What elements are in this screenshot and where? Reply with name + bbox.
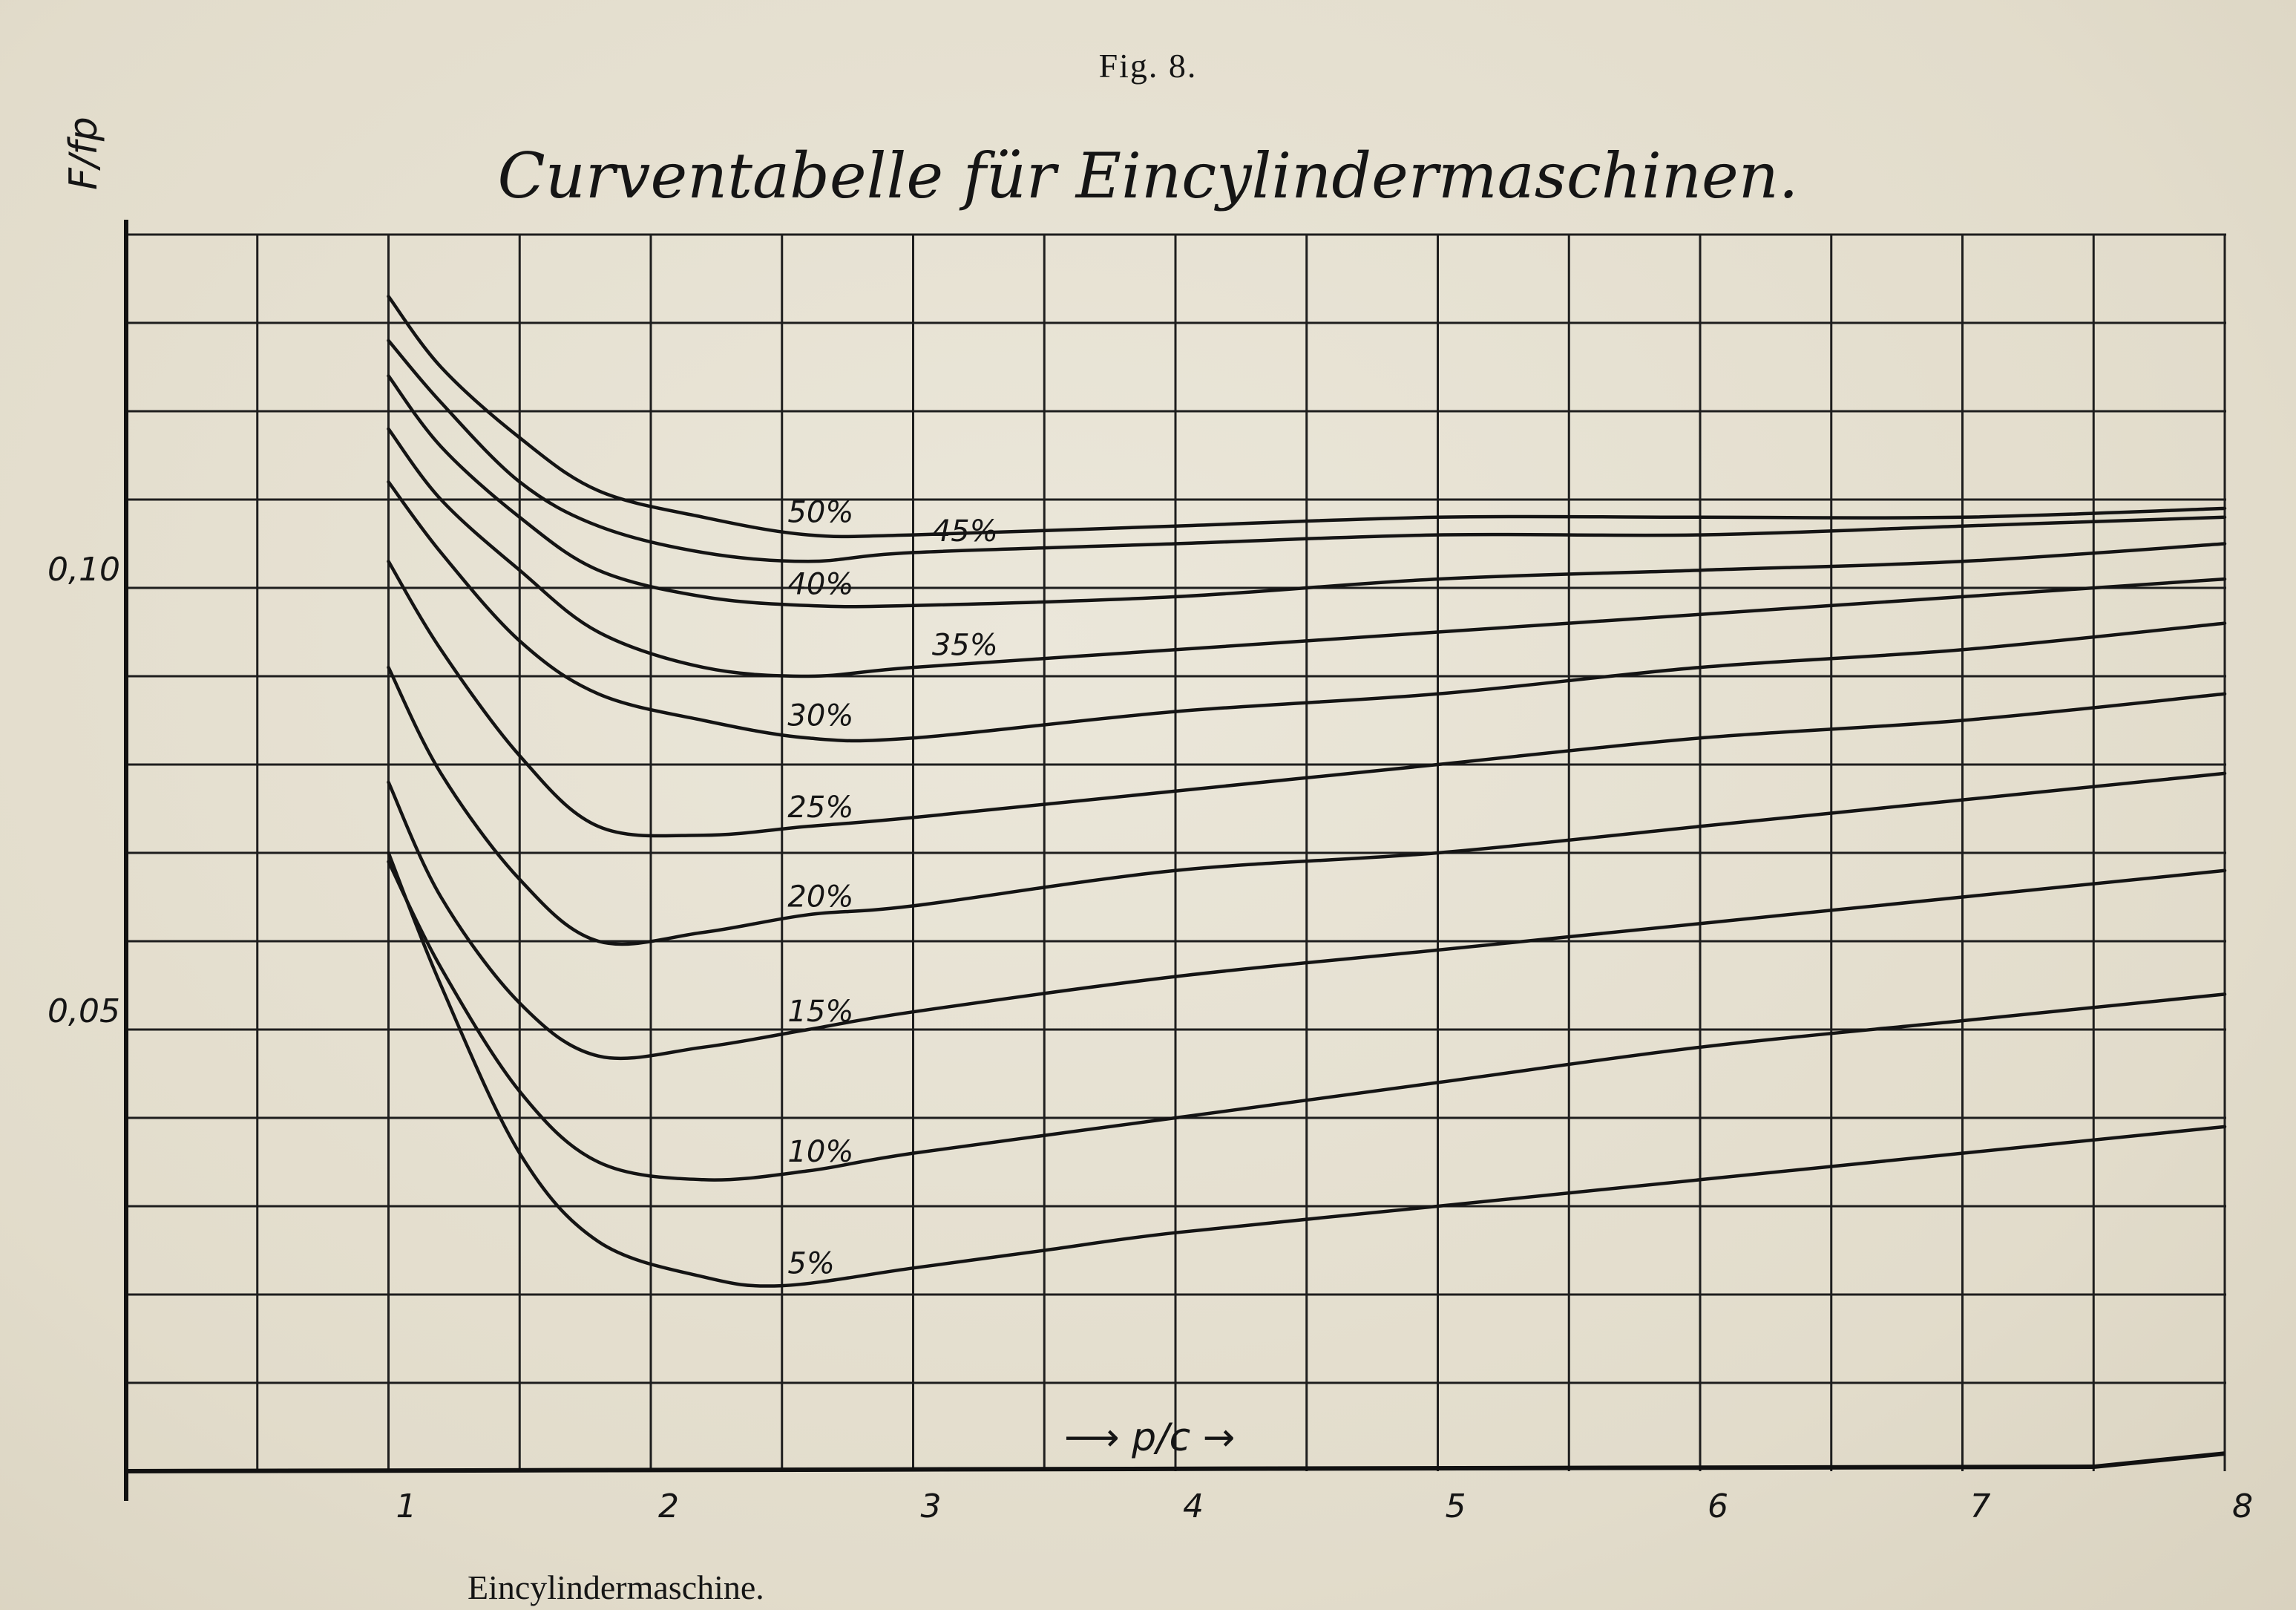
figure-label: Fig. 8. [1098,47,1198,85]
x-tick-label: 7 [1969,1488,1991,1525]
x-tick-label: 1 [396,1488,417,1525]
curve-label-40pct: 40% [787,567,854,602]
x-tick-label: 8 [2232,1488,2253,1525]
x-tick-label: 6 [1708,1488,1728,1525]
y-tick-label: 0,05 [47,992,120,1030]
x-tick-label: 5 [1445,1488,1466,1525]
curve-label-35pct: 35% [931,628,998,663]
x-tick-label: 2 [658,1488,679,1525]
curve-label-5pct: 5% [787,1246,835,1281]
curve-label-15pct: 15% [787,994,854,1029]
y-tick-label: 0,10 [47,551,120,589]
chart-title: Curventabelle für Eincylindermaschinen. [497,140,1799,212]
curve-label-20pct: 20% [787,880,854,914]
curve-labels [787,496,997,1281]
grid [126,235,2226,1471]
x-tick-label: 4 [1183,1488,1204,1525]
tick-labels [47,117,2253,1525]
y-axis-label: F/fp [62,117,106,190]
curve-label-45pct: 45% [931,514,998,549]
curve-label-25pct: 25% [787,790,854,825]
x-tick-label: 3 [920,1488,942,1525]
x-axis-label: ⟶ p/c → [1064,1416,1236,1460]
curve-label-50pct: 50% [787,495,854,530]
curve-label-10pct: 10% [787,1134,854,1169]
figure-caption: Eincylindermaschine. [468,1568,764,1606]
curve-label-30pct: 30% [787,698,854,733]
